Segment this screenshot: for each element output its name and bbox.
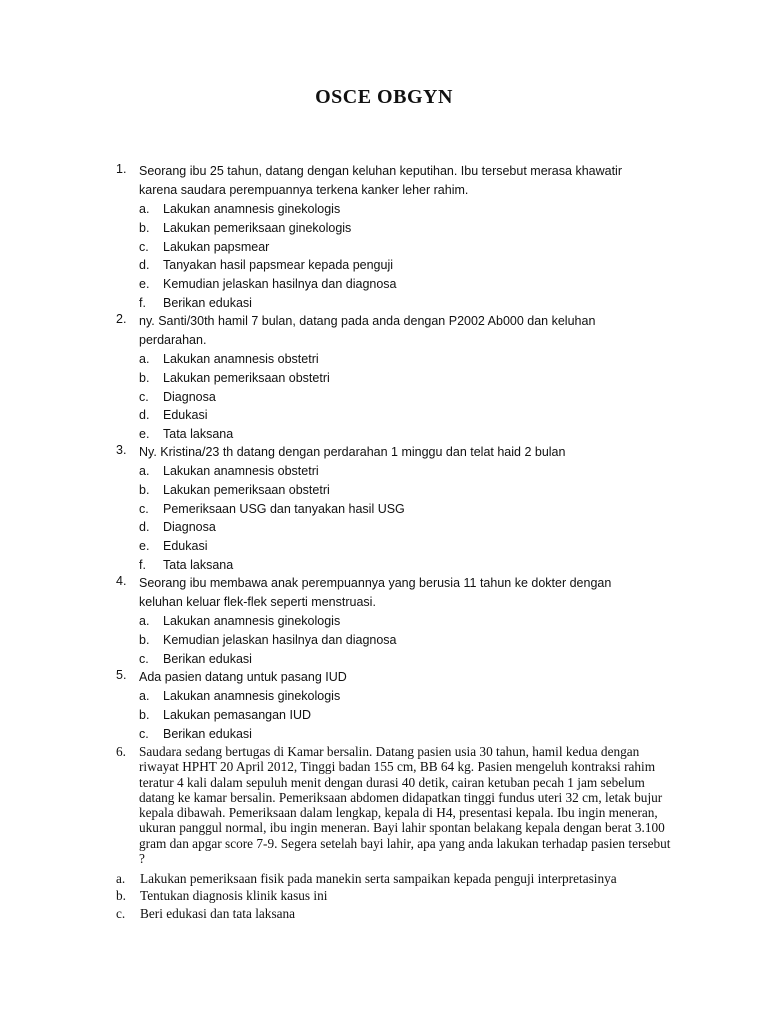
item-text: Lakukan pemeriksaan obstetri	[163, 482, 330, 497]
item-letter: c.	[139, 239, 149, 254]
item-letter: a.	[116, 871, 126, 886]
item-text: Edukasi	[163, 539, 208, 554]
question-6-items	[116, 871, 676, 923]
item-text: Kemudian jelaskan hasilnya dan diagnosa	[163, 277, 397, 292]
item-letter: a.	[139, 689, 150, 703]
item-letter: f.	[139, 557, 146, 572]
item-letter: e.	[139, 277, 150, 292]
list-item	[116, 706, 656, 725]
question-items	[116, 687, 656, 743]
item-letter: a.	[139, 352, 150, 366]
item-text: Kemudian jelaskan hasilnya dan diagnosa	[163, 632, 397, 647]
item-letter: c.	[139, 389, 149, 404]
question-items	[116, 462, 656, 575]
question-text: Ny. Kristina/23 th datang dengan perdarahan 1 minggu dan telat haid 2 bulan	[139, 445, 566, 459]
item-text: Lakukan papsmear	[163, 239, 270, 254]
list-item	[116, 462, 656, 481]
question-items	[116, 612, 656, 668]
item-letter: e.	[139, 427, 150, 442]
question-items	[116, 350, 656, 444]
list-item	[116, 425, 656, 444]
list-item	[116, 631, 656, 650]
item-letter: c.	[139, 651, 149, 666]
list-item	[116, 687, 656, 706]
list-item	[116, 388, 656, 407]
question-6	[116, 744, 676, 866]
item-text: Lakukan pemeriksaan fisik pada manekin serta sampaikan kepada penguji interpretasinya	[140, 871, 617, 886]
item-text: Lakukan pemasangan IUD	[163, 707, 312, 722]
question-4	[116, 574, 656, 668]
item-text: Tentukan diagnosis klinik kasus ini	[140, 888, 328, 904]
item-letter: b.	[139, 370, 150, 385]
item-letter: f.	[139, 295, 146, 310]
item-letter: d.	[139, 520, 150, 535]
list-item	[116, 888, 676, 903]
list-item	[116, 350, 656, 369]
list-item	[116, 275, 656, 294]
item-letter: c.	[116, 905, 126, 921]
item-text: Lakukan anamnesis obstetri	[163, 464, 319, 478]
item-text: Pemeriksaan USG dan tanyakan hasil USG	[163, 501, 405, 516]
list-item	[116, 219, 656, 238]
list-item	[116, 406, 656, 425]
item-text: Lakukan pemeriksaan ginekologis	[163, 220, 352, 235]
list-item	[116, 256, 656, 275]
item-letter: a.	[139, 614, 150, 628]
question-text: ny. Santi/30th hamil 7 bulan, datang pada anda dengan P2002 Ab000 dan keluhan perdarahan.	[139, 314, 596, 347]
item-letter: b.	[139, 220, 150, 235]
item-text: Beri edukasi dan tata laksana	[140, 905, 296, 921]
item-text: Berikan edukasi	[163, 726, 252, 741]
question-2	[116, 312, 656, 444]
question-5	[116, 668, 656, 743]
item-text: Tata laksana	[163, 427, 234, 442]
list-item	[116, 294, 656, 313]
item-text: Edukasi	[163, 408, 208, 423]
item-text: Diagnosa	[163, 520, 216, 535]
item-letter: b.	[139, 707, 150, 722]
item-text: Tata laksana	[163, 557, 234, 572]
item-letter: b.	[116, 888, 126, 904]
question-1	[116, 162, 656, 313]
item-text: Lakukan pemeriksaan obstetri	[163, 370, 330, 385]
item-text: Tanyakan hasil papsmear kepada penguji	[163, 258, 394, 273]
list-item	[116, 906, 676, 921]
item-text: Lakukan anamnesis obstetri	[163, 352, 319, 366]
item-letter: b.	[139, 482, 150, 497]
item-text: Diagnosa	[163, 389, 216, 404]
question-number: 4.	[116, 574, 127, 588]
list-item	[116, 518, 656, 537]
item-text: Lakukan anamnesis ginekologis	[163, 202, 341, 216]
list-item	[116, 537, 656, 556]
question-number: 2.	[116, 312, 127, 326]
item-letter: e.	[139, 539, 150, 554]
question-items	[116, 200, 656, 313]
item-letter: c.	[139, 501, 149, 516]
list-item	[116, 238, 656, 257]
item-text: Lakukan anamnesis ginekologis	[163, 689, 341, 703]
list-item	[116, 556, 656, 575]
item-text: Berikan edukasi	[163, 651, 252, 666]
question-text: Ada pasien datang untuk pasang IUD	[139, 670, 347, 684]
question-number: 6.	[116, 744, 126, 759]
item-letter: a.	[139, 202, 150, 216]
item-letter: b.	[139, 632, 150, 647]
list-item	[116, 612, 656, 631]
list-item	[116, 725, 656, 744]
question-number: 5.	[116, 668, 127, 682]
list-item	[116, 650, 656, 669]
item-letter: d.	[139, 408, 150, 423]
question-3	[116, 443, 656, 575]
list-item	[116, 500, 656, 519]
question-text: Seorang ibu membawa anak perempuannya yang berusia 11 tahun ke dokter dengan keluhan keluar flek-flek seperti menstruasi.	[139, 576, 612, 609]
question-number: 1.	[116, 162, 127, 176]
question-text: Seorang ibu 25 tahun, datang dengan keluhan keputihan. Ibu tersebut merasa khawatir karena saudara perempuannya terkena kanker leher rahim.	[139, 164, 622, 197]
item-text: Lakukan anamnesis ginekologis	[163, 614, 341, 628]
list-item	[116, 871, 676, 886]
item-letter: a.	[139, 464, 150, 478]
question-text: Saudara sedang bertugas di Kamar bersalin. Datang pasien usia 30 tahun, hamil kedua dengan riwayat HPHT 20 April 2012, Tinggi badan 155 cm, BB 64 kg. Pasien mengeluh kontraksi rahim teratur 4 kali dalam sepuluh menit dengan durasi 40 detik, cairan ketuban pecah 1 jam sebelum datang ke kamar bersalin. Pemeriksaan abdomen didapatkan tinggi fundus uteri 32 cm, letak bujur kepala dibawah. Pemeriksaan dalam lengkap, kepala di H4, presentasi kepala. Ibu ingin meneran, ukuran panggul normal, ibu ingin meneran. Bayi lahir spontan belakang kepala dengan berat 3.100 gram dan apgar score 7-9. Segera setelah bayi lahir, apa yang anda lakukan terhadap pasien tersebut ?	[139, 744, 671, 867]
item-letter: d.	[139, 258, 150, 273]
item-text: Berikan edukasi	[163, 295, 252, 310]
list-item	[116, 481, 656, 500]
list-item	[116, 369, 656, 388]
list-item	[116, 200, 656, 219]
question-number: 3.	[116, 443, 127, 457]
item-letter: c.	[139, 726, 149, 741]
document-title: OSCE OBGYN	[315, 86, 453, 108]
